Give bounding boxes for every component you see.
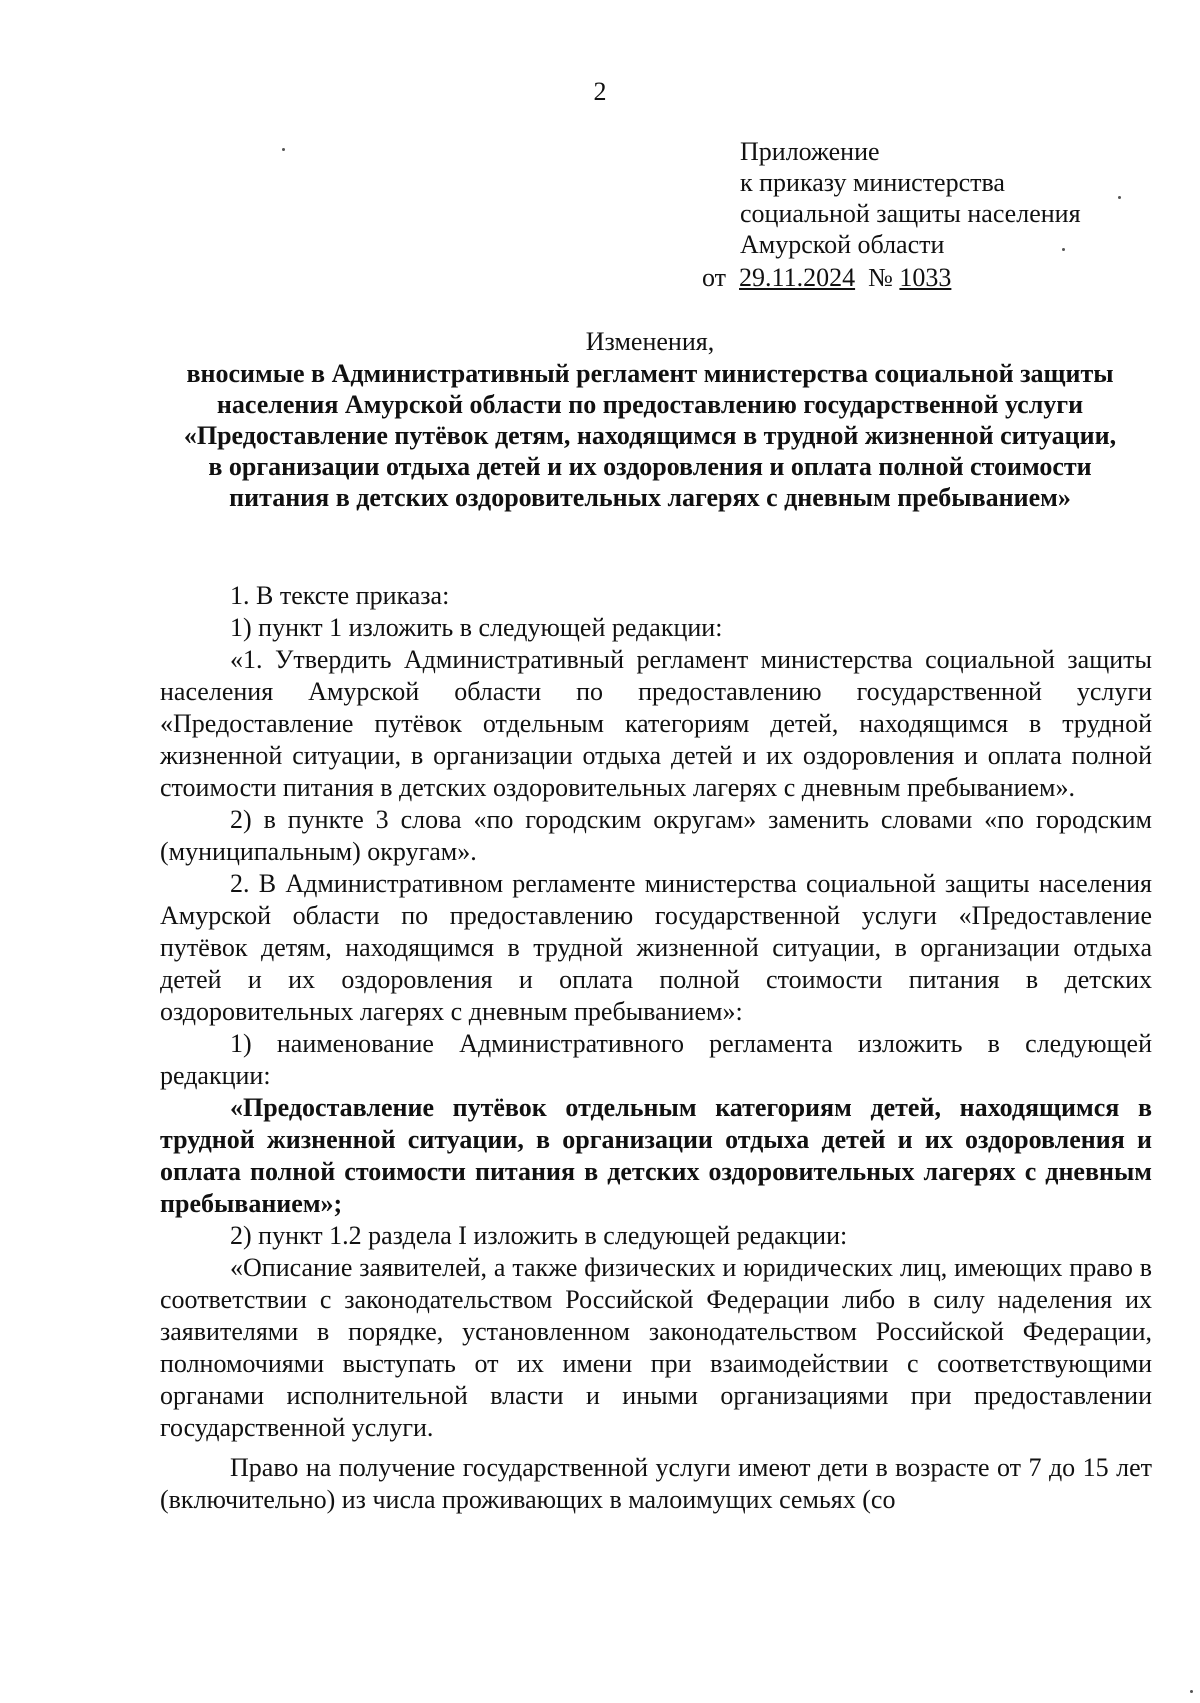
paragraph: 2) пункт 1.2 раздела I изложить в следующей редакции: [230, 1221, 848, 1250]
paragraph: 2. В Административном регламенте министерства социальной защиты населения Амурской области по предоставлению государственной услуги «Предоставление путёвок детям, находящимся в трудной жизненной ситуации, в организации отдыха детей и их оздоровления и оплата полной стоимости питания в детских оздоровительных лагерях с дневным пребыванием»: [160, 869, 1152, 1026]
paragraph: Право на получение государственной услуги имеют дети в возрасте от 7 до 15 лет (включительно) из числа проживающих в малоимущих семьях (со [160, 1453, 1152, 1514]
appendix-line: Амурской области [740, 230, 945, 259]
scan-speck [1190, 1690, 1193, 1693]
heading-subtitle: вносимые в Административный регламент министерства социальной защиты населения Амурской области по предоставлению государственной услуги «Предоставление путёвок детям, находящимся в трудной жизненной ситуации, в организации отдыха детей и их оздоровления и оплата полной стоимости питания в детских оздоровительных лагерях с дневным пребыванием» [183, 359, 1117, 512]
order-date: 29.11.2024 [739, 263, 856, 292]
paragraph: «1. Утвердить Административный регламент министерства социальной защиты населения Амурской области по предоставлению государственной услуги «Предоставление путёвок отдельным категориям детей, находящимся в трудной жизненной ситуации, в организации отдыха детей и их оздоровления и оплата полной стоимости питания в детских оздоровительных лагерях с дневным пребыванием». [160, 645, 1152, 802]
paragraph: 1) пункт 1 изложить в следующей редакции: [230, 613, 723, 642]
document-heading [170, 326, 1130, 513]
paragraph: 1) наименование Административного регламента изложить в следующей редакции: [160, 1029, 1152, 1090]
paragraph: «Предоставление путёвок отдельным категориям детей, находящимся в трудной жизненной ситуации, в организации отдыха детей и их оздоровления и оплата полной стоимости питания в детских оздоровительных лагерях с дневным пребыванием»; [160, 1093, 1152, 1218]
appendix-block [740, 136, 1180, 260]
appendix-title: Приложение [740, 137, 880, 166]
order-number: 1033 [899, 263, 952, 292]
order-number-sign: № [868, 263, 893, 292]
order-reference [702, 262, 951, 293]
paragraph: «Описание заявителей, а также физических и юридических лиц, имеющих право в соответствии с законодательством Российской Федерации либо в силу наделения их заявителями в порядке, установленном законодательством Российской Федерации, полномочиями выступать от их имени при взаимодействии с соответствующими органами исполнительной власти и иными организациями при предоставлении государственной услуги. [160, 1253, 1152, 1442]
paragraph: 2) в пункте 3 слова «по городским округам» заменить словами «по городским (муниципальным) округам». [160, 805, 1152, 866]
scan-speck [1062, 248, 1065, 251]
appendix-line: социальной защиты населения [740, 199, 1081, 228]
document-body [160, 580, 1152, 1516]
scan-speck [282, 148, 285, 151]
heading-title: Изменения, [585, 327, 715, 356]
page-number: 2 [593, 77, 607, 106]
paragraph: 1. В тексте приказа: [230, 581, 450, 610]
appendix-line: к приказу министерства [740, 168, 1005, 197]
order-prefix: от [702, 263, 727, 292]
scan-speck [1118, 196, 1121, 199]
